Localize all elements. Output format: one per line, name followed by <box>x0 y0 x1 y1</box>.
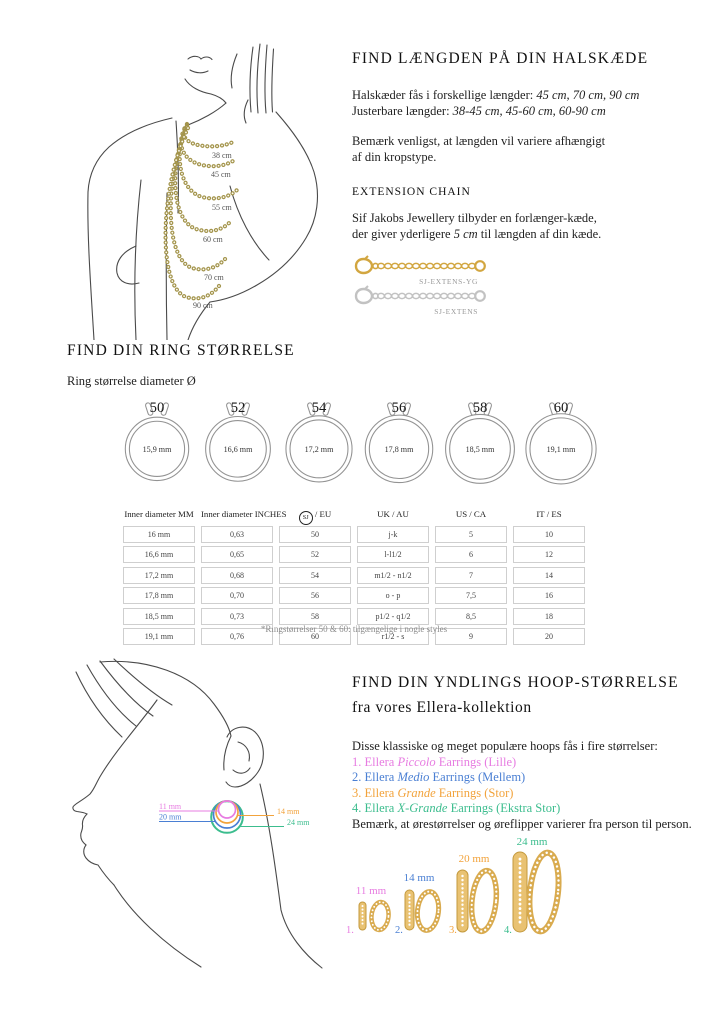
table-cell: o - p <box>357 587 429 604</box>
extension-chain-text <box>352 211 702 242</box>
table-cell: 56 <box>279 587 351 604</box>
earring-number-2: 2. <box>395 925 403 936</box>
available-lengths-values: 45 cm, 70 cm, 90 cm <box>536 88 640 102</box>
hoop-item-name: Ellera <box>361 754 398 769</box>
table-header-us-ca: US / CA <box>455 509 487 519</box>
available-lengths-label: Halskæder fås i forskellige længder: <box>352 88 537 102</box>
table-header-eu-label: / EU <box>312 509 332 519</box>
silver-chain-sku: SJ-EXTENS <box>434 307 478 316</box>
ring-section-subtitle: Ring størrelse diameter Ø <box>67 374 196 388</box>
table-cell: 10 <box>513 526 585 543</box>
table-cell: 0,63 <box>201 526 273 543</box>
ring-diameter-label: 19,1 mm <box>546 444 576 454</box>
ring-diameter-label: 15,9 mm <box>142 444 172 454</box>
length-label: 55 cm <box>212 203 232 212</box>
ring-diagram-58 <box>441 396 519 491</box>
table-cell: 0,70 <box>201 587 273 604</box>
ring-diagrams-row <box>118 396 600 491</box>
silver-extension-chain-image <box>350 285 488 307</box>
table-cell: 52 <box>279 546 351 563</box>
table-cell: 0,73 <box>201 608 273 625</box>
hoop-item-grande <box>352 786 712 802</box>
ring-diameter-label: 17,8 mm <box>385 444 414 454</box>
table-cell: 7 <box>435 567 507 584</box>
hoop-circle-11mm <box>219 801 236 818</box>
hoop-section-text <box>352 674 712 832</box>
earring-xgrande <box>513 851 562 932</box>
table-cell: 54 <box>279 567 351 584</box>
ring-size-number: 56 <box>392 399 407 416</box>
gold-extension-chain-image <box>350 255 488 277</box>
necklace-note-line1: Bemærk venligst, at længden vil variere afhængigt <box>352 134 606 148</box>
hoop-item-suffix: Earrings (Ekstra Stor) <box>447 801 561 815</box>
hoop-item-name: Ellera <box>361 785 398 800</box>
extension-text-post: til længden af din kæde. <box>477 226 602 241</box>
ring-diameter-label: 16,6 mm <box>223 444 253 454</box>
diagram-label-14mm: 14 mm <box>277 807 300 816</box>
ring-diameter-label: 18,5 mm <box>465 444 495 454</box>
hoop-size-circles <box>211 801 243 833</box>
earring-number-3: 3. <box>449 925 457 936</box>
table-cell: m1/2 - n1/2 <box>357 567 429 584</box>
necklace-note <box>352 134 702 165</box>
ring-diagram-56 <box>360 396 438 491</box>
hoop-item-medio <box>352 770 712 786</box>
length-label: 45 cm <box>211 170 231 179</box>
hoop-item-number: 3. <box>352 785 362 800</box>
ring-size-number: 50 <box>149 399 165 416</box>
hoop-item-suffix: Earrings (Lille) <box>435 754 517 769</box>
hoop-note: Bemærk, at ørestørrelser og øreflipper varierer fra person til person. <box>352 816 692 831</box>
necklace-lengths-text <box>352 88 702 119</box>
extension-text-line1: Sif Jakobs Jewellery tilbyder en forlænger-kæde, <box>352 211 597 225</box>
table-cell: 20 <box>513 628 585 645</box>
table-header-mm: Inner diameter MM <box>124 509 194 519</box>
earring-label-11mm: 11 mm <box>355 885 387 897</box>
adjustable-lengths-label: Justerbare længder: <box>352 103 453 118</box>
table-cell: 12 <box>513 546 585 563</box>
hoop-item-suffix: Earrings (Stor) <box>435 785 514 800</box>
ring-diameter-label: 17,2 mm <box>304 444 333 454</box>
diagram-label-11mm: 11 mm <box>159 802 182 811</box>
hoop-item-name: Ellera <box>361 801 398 815</box>
table-cell: 14 <box>513 567 585 584</box>
hoop-item-size-name: X-Grande <box>397 801 448 815</box>
hoop-earrings-row <box>340 828 724 938</box>
table-cell: j-k <box>357 526 429 543</box>
ring-size-number: 54 <box>311 399 326 416</box>
hoop-item-piccolo <box>352 755 712 771</box>
length-label: 60 cm <box>203 235 223 244</box>
extension-chain-section <box>352 186 702 242</box>
table-cell: 16 mm <box>123 526 195 543</box>
table-cell: l-l1/2 <box>357 546 429 563</box>
ring-diagram-52 <box>199 396 277 491</box>
table-cell: 9 <box>435 628 507 645</box>
ring-table-footnote: *Ringstørrelser 50 & 60: tilgængelige i nogle styles <box>260 624 448 634</box>
hoop-intro: Disse klassiske og meget populære hoops fås i fire størrelser: <box>352 739 658 753</box>
earring-number-4: 4. <box>504 925 512 936</box>
hoop-item-size-name: Grande <box>397 785 436 800</box>
table-cell: 0,65 <box>201 546 273 563</box>
hoop-item-xgrande <box>352 801 712 817</box>
table-header-sj-eu <box>279 506 351 522</box>
table-cell: 17,8 mm <box>123 587 195 604</box>
necklace-note-line2: af din kropstype. <box>352 149 437 164</box>
hoop-section-title-line1: FIND DIN YNDLINGS HOOP-STØRRELSE <box>352 674 679 691</box>
table-cell: 18 <box>513 608 585 625</box>
extension-chain-title: EXTENSION CHAIN <box>352 186 471 198</box>
ring-section-title: FIND DIN RING STØRRELSE <box>67 342 295 359</box>
gold-chain-sku: SJ-EXTENS-YG <box>419 277 478 286</box>
table-header-inches: Inner diameter INCHES <box>201 509 287 519</box>
hoop-item-suffix: Earrings (Mellem) <box>429 770 526 784</box>
table-cell: p1/2 - q1/2 <box>357 608 429 625</box>
table-cell: 58 <box>279 608 351 625</box>
ring-diagram-60 <box>522 396 600 491</box>
earring-medio <box>405 890 440 931</box>
length-label: 70 cm <box>204 273 224 282</box>
extension-text-line2: der giver yderligere <box>352 226 454 241</box>
table-cell: 7,5 <box>435 587 507 604</box>
table-cell: 0,68 <box>201 567 273 584</box>
adjustable-lengths-values: 38-45 cm, 45-60 cm, 60-90 cm <box>452 103 606 118</box>
hoop-item-name: Ellera <box>361 770 398 784</box>
hoop-item-number: 1. <box>352 754 362 769</box>
earring-label-24mm: 24 mm <box>516 836 548 848</box>
hoop-item-number: 2. <box>352 770 362 784</box>
diagram-label-20mm: 20 mm <box>159 812 182 822</box>
table-cell: 16,6 mm <box>123 546 195 563</box>
table-cell: r1/2 - s <box>357 628 429 645</box>
length-label: 90 cm <box>193 301 213 310</box>
table-cell: 0,76 <box>201 628 273 645</box>
table-cell: 60 <box>279 628 351 645</box>
ring-diagram-54 <box>280 396 358 491</box>
ring-size-number: 60 <box>553 399 569 416</box>
hoop-section-title-line2: fra vores Ellera-kollektion <box>352 699 532 716</box>
table-cell: 17,2 mm <box>123 567 195 584</box>
ring-size-number: 52 <box>230 399 246 416</box>
hoop-item-size-name: Piccolo <box>397 754 436 769</box>
sj-logo-icon: SJ <box>299 511 313 525</box>
table-cell: 16 <box>513 587 585 604</box>
table-cell: 19,1 mm <box>123 628 195 645</box>
necklace-section-text <box>352 50 702 165</box>
earring-grande <box>457 869 499 932</box>
hoop-item-number: 4. <box>352 801 362 815</box>
diagram-label-24mm: 24 mm <box>287 818 310 827</box>
necklace-section-title: FIND LÆNGDEN PÅ DIN HALSKÆDE <box>352 50 649 67</box>
necklace-length-illustration <box>60 38 340 340</box>
hoop-size-illustration <box>60 658 340 970</box>
table-cell: 18,5 mm <box>123 608 195 625</box>
table-header-it-es: IT / ES <box>536 509 562 519</box>
table-cell: 50 <box>279 526 351 543</box>
earring-label-14mm: 14 mm <box>403 872 435 884</box>
earring-piccolo <box>359 901 390 931</box>
table-header-uk-au: UK / AU <box>377 509 409 519</box>
ring-diagram-50 <box>118 396 196 491</box>
earring-label-20mm: 20 mm <box>458 853 490 865</box>
table-cell: 8,5 <box>435 608 507 625</box>
earring-number-1: 1. <box>346 925 354 936</box>
hoop-item-size-name: Medio <box>397 770 430 784</box>
table-cell: 5 <box>435 526 507 543</box>
extension-text-italic: 5 cm <box>453 226 478 241</box>
ring-size-number: 58 <box>472 399 488 416</box>
table-cell: 6 <box>435 546 507 563</box>
length-label: 38 cm <box>212 151 232 160</box>
